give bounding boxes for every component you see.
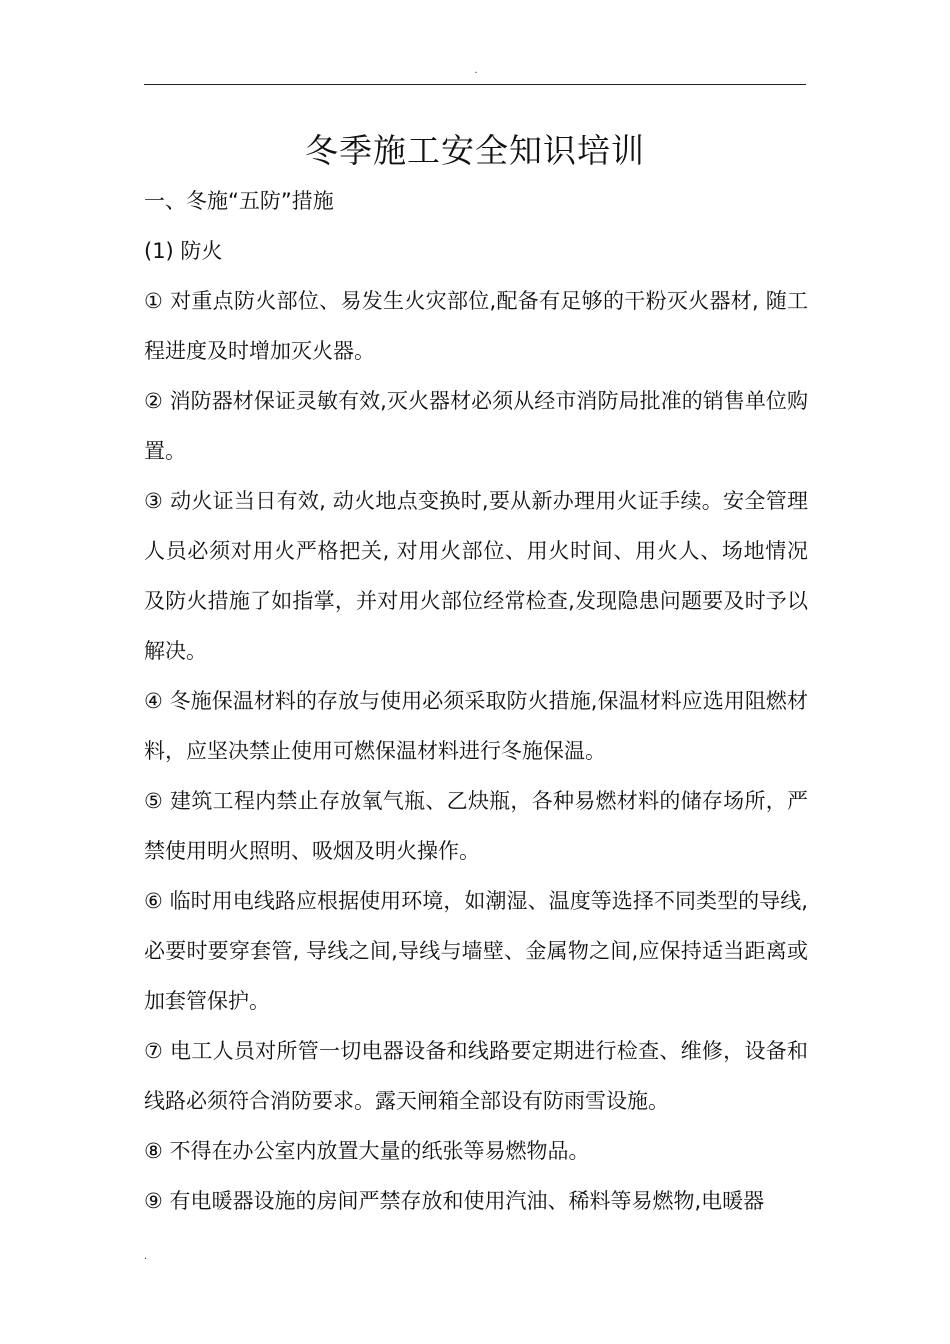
list-item: ① 对重点防火部位、易发生火灾部位,配备有足够的干粉灭火器材, 随工程进度及时增加灭火器。 (144, 289, 808, 363)
footer-dot: . (144, 1251, 148, 1262)
header-dot: . (474, 65, 478, 76)
list-item: ② 消防器材保证灵敏有效,灭火器材必须从经市消防局批准的销售单位购置。 (144, 389, 808, 463)
list-item: ⑥ 临时用电线路应根据使用环境，如潮湿、温度等选择不同类型的导线, 必要时要穿套管, 导线之间,导线与墙壁、金属物之间,应保持适当距离或加套管保护。 (144, 889, 808, 1013)
list-item: ⑤ 建筑工程内禁止存放氧气瓶、乙炔瓶，各种易燃材料的储存场所，严禁使用明火照明、吸烟及明火操作。 (144, 789, 808, 863)
document-title: 冬季施工安全知识培训 (305, 131, 645, 170)
section-heading: 一、冬施“五防”措施 (144, 189, 334, 213)
subsection-heading: (1) 防火 (144, 239, 223, 263)
list-item: ⑨ 有电暖器设施的房间严禁存放和使用汽油、稀料等易燃物,电暖器 (144, 1189, 765, 1213)
document-body (144, 176, 808, 1226)
list-item: ④ 冬施保温材料的存放与使用必须采取防火措施,保温材料应选用阻燃材料，应坚决禁止使用可燃保温材料进行冬施保温。 (144, 689, 808, 763)
list-item: ③ 动火证当日有效, 动火地点变换时,要从新办理用火证手续。安全管理人员必须对用火严格把关, 对用火部位、用火时间、用火人、场地情况及防火措施了如指掌，并对用火部位经常检查,发现隐患问题要及时予以解决。 (144, 489, 808, 663)
list-item: ⑦ 电工人员对所管一切电器设备和线路要定期进行检查、维修，设备和线路必须符合消防要求。露天闸箱全部设有防雨雪设施。 (144, 1039, 808, 1113)
header-rule (144, 84, 806, 85)
list-item: ⑧ 不得在办公室内放置大量的纸张等易燃物品。 (144, 1139, 590, 1163)
